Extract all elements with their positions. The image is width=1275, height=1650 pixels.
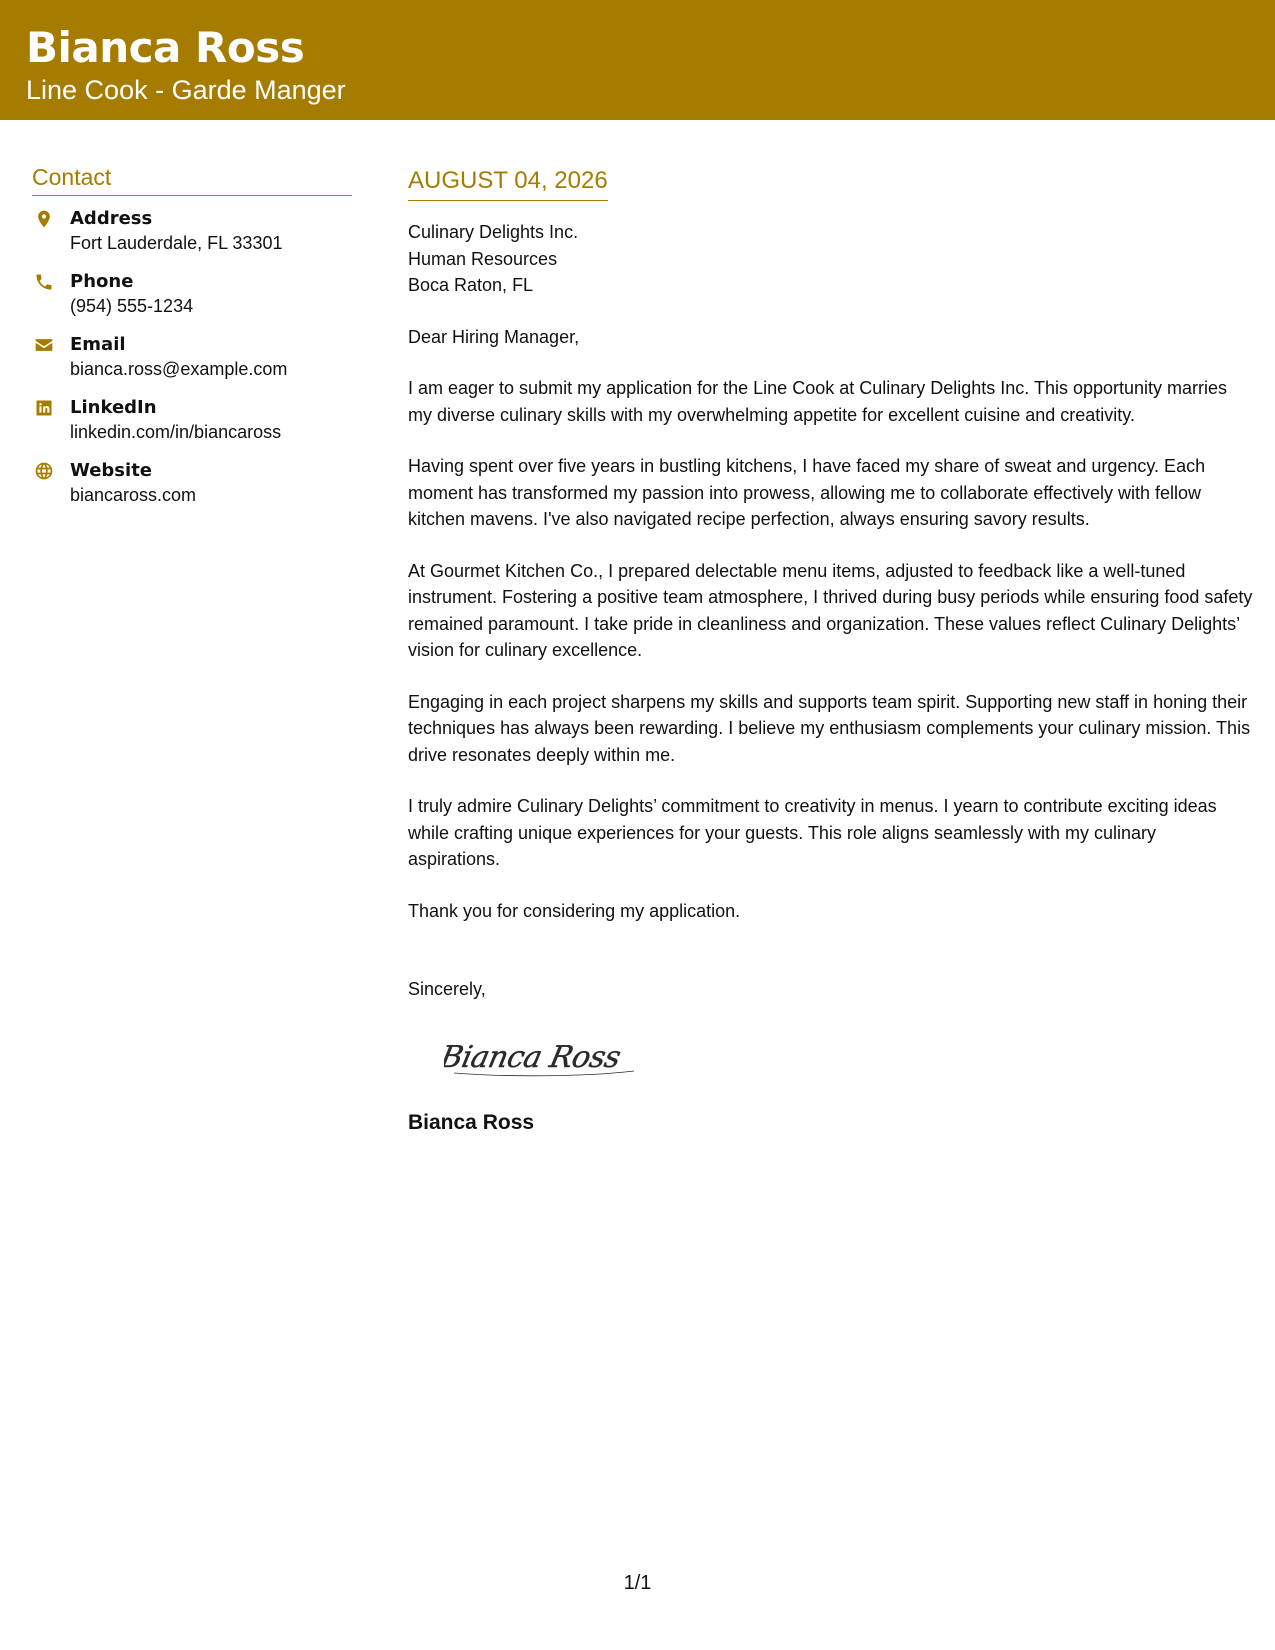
applicant-role: Line Cook - Garde Manger <box>26 75 346 105</box>
contact-value: (954) 555-1234 <box>70 296 194 316</box>
contact-item-address <box>32 206 352 269</box>
letter-paragraph: Having spent over five years in bustling kitchens, I have faced my share of sweat and urgency. Each moment has transformed my passion into prowess, allowing me to collaborate effectively with fellow kitchen mavens. I've also navigated recipe perfection, always ensuring savory results. <box>408 456 1206 529</box>
handwritten-signature <box>444 1033 644 1079</box>
recipient-line: Boca Raton, FL <box>408 275 534 295</box>
recipient-line: Culinary Delights Inc. <box>408 222 579 242</box>
contact-item-email <box>32 332 352 395</box>
letter-paragraph: I truly admire Culinary Delights’ commitment to creativity in menus. I yearn to contribute exciting ideas while crafting unique experiences for your guests. This role aligns seamlessly with my culinary aspirations. <box>408 796 1217 869</box>
envelope-icon <box>34 335 54 355</box>
letter-date: AUGUST 04, 2026 <box>408 165 608 201</box>
contact-item-phone <box>32 269 352 332</box>
contact-sidebar <box>32 162 352 521</box>
applicant-name: Bianca Ross <box>26 23 305 72</box>
letter-body <box>408 165 1253 1137</box>
contact-value: Fort Lauderdale, FL 33301 <box>70 233 283 253</box>
contact-list <box>32 206 352 521</box>
contact-item-website <box>32 458 352 521</box>
contact-label: Website <box>70 460 153 481</box>
contact-label: Address <box>70 208 153 229</box>
phone-icon <box>34 272 54 292</box>
contact-section-title: Contact <box>32 162 352 196</box>
globe-icon <box>34 461 54 481</box>
svg-text:Bianca Ross: Bianca Ross <box>444 1039 624 1075</box>
signer-name: Bianca Ross <box>408 1110 535 1134</box>
letter-paragraph: At Gourmet Kitchen Co., I prepared delectable menu items, adjusted to feedback like a well-tuned instrument. Fostering a positive team atmosphere, I thrived during busy periods while ensuring food safety remained paramount. I take pride in cleanliness and organization. These values reflect Culinary Delights’ vision for culinary excellence. <box>408 560 1253 660</box>
map-pin-icon <box>34 209 54 229</box>
letter-paragraph: Engaging in each project sharpens my skills and supports team spirit. Supporting new staff in honing their techniques has always been rewarding. I believe my enthusiasm complements your culinary mission. This drive resonates deeply within me. <box>408 691 1251 765</box>
page-number: 1/1 <box>623 1572 652 1594</box>
contact-item-linkedin <box>32 395 352 458</box>
letter-paragraph: I am eager to submit my application for the Line Cook at Culinary Delights Inc. This opportunity marries my diverse culinary skills with my overwhelming appetite for excellent cuisine and creativity. <box>408 378 1228 425</box>
contact-value[interactable]: bianca.ross@example.com <box>70 359 288 379</box>
recipient-block <box>408 219 1253 299</box>
contact-label: Phone <box>70 271 134 292</box>
closing: Sincerely, <box>408 979 486 999</box>
header-band <box>0 0 1275 120</box>
contact-label: LinkedIn <box>70 397 157 418</box>
contact-value[interactable]: linkedin.com/in/biancaross <box>70 422 282 442</box>
linkedin-icon <box>34 398 54 418</box>
recipient-line: Human Resources <box>408 248 558 269</box>
contact-label: Email <box>70 334 126 355</box>
contact-value[interactable]: biancaross.com <box>70 485 197 505</box>
letter-paragraph: Thank you for considering my application. <box>408 900 741 921</box>
salutation: Dear Hiring Manager, <box>408 326 580 347</box>
